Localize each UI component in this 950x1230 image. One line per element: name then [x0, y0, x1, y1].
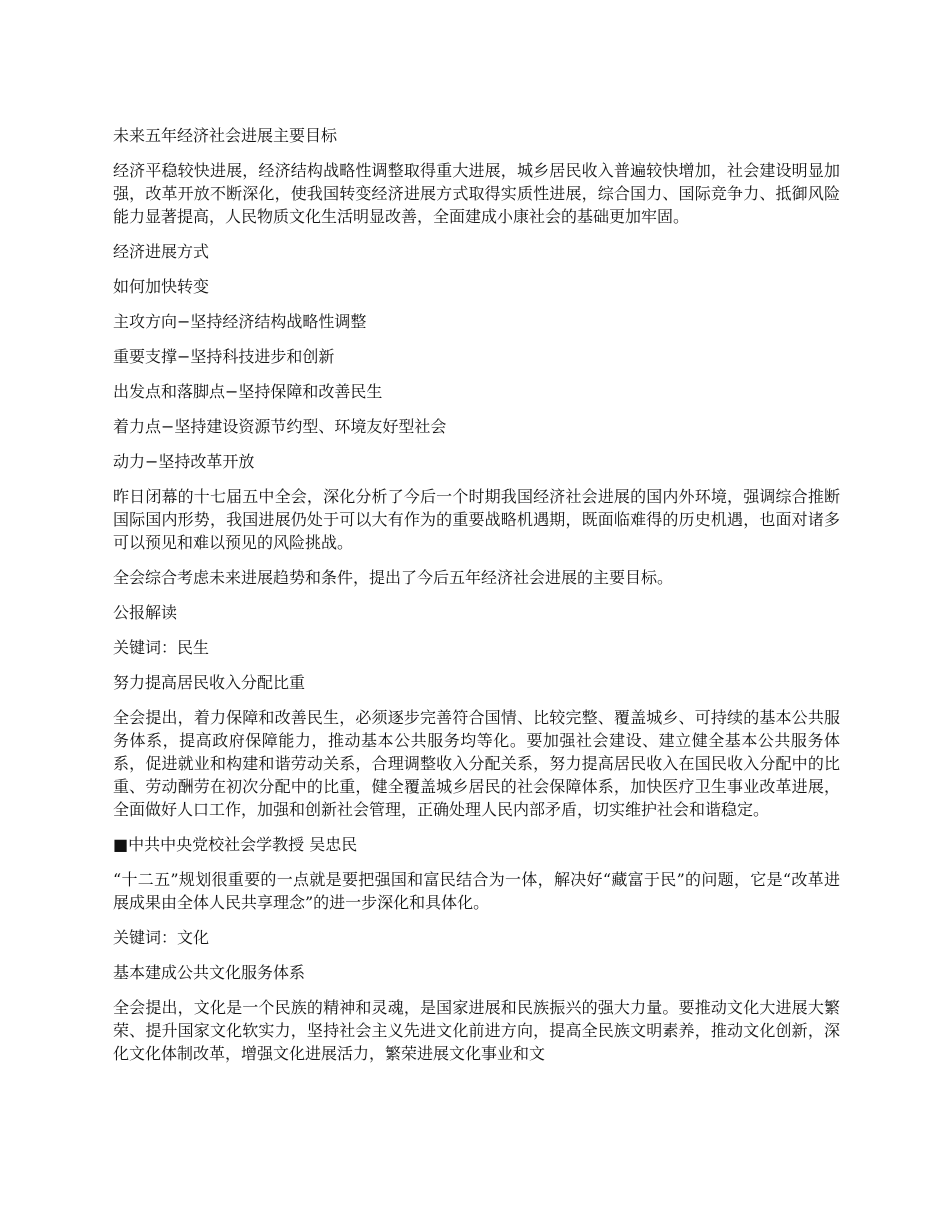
list-item-support: 重要支撑−坚持科技进步和创新 — [113, 347, 335, 366]
keyword-livelihood: 关键词：民生 — [113, 638, 210, 657]
subheading-culture-system: 基本建成公共文化服务体系 — [113, 963, 306, 982]
document-body — [113, 124, 840, 1077]
list-item-starting-point: 出发点和落脚点−坚持保障和改善民生 — [113, 382, 383, 401]
list-item-main-direction: 主攻方向−坚持经济结构战略性调整 — [113, 312, 367, 331]
paragraph-expert-quote: “十二五”规划很重要的一点就是要把强国和富民结合为一体，解决好“藏富于民”的问题，它是“改革进展成果由全体人民共享理念”的进一步深化和具体化。 — [113, 870, 840, 912]
paragraph-livelihood: 全会提出，着力保障和改善民生，必须逐步完善符合国情、比较完整、覆盖城乡、可持续的基本公共服务体系，提高政府保障能力，推动基本公共服务均等化。要加强社会建设、建立健全基本公共服务体系，促进就业和构建和谐劳动关系，合理调整收入分配关系，努力提高居民收入在国民收入分配中的比重、劳动酬劳在初次分配中的比重，健全覆盖城乡居民的社会保障体系，加快医疗卫生事业改革进展，全面做好人口工作，加强和创新社会管理，正确处理人民内部矛盾，切实维护社会和谐稳定。 — [113, 708, 840, 819]
section-heading-economic-mode: 经济进展方式 — [113, 242, 210, 261]
expert-attribution: ■中共中央党校社会学教授 吴忠民 — [113, 835, 358, 854]
subheading-accelerate: 如何加快转变 — [113, 277, 210, 296]
list-item-focus: 着力点−坚持建设资源节约型、环境友好型社会 — [113, 417, 447, 436]
subheading-income: 努力提高居民收入分配比重 — [113, 673, 306, 692]
list-item-driving-force: 动力−坚持改革开放 — [113, 452, 255, 471]
section-heading-goals: 未来五年经济社会进展主要目标 — [113, 126, 338, 145]
section-heading-communique: 公报解读 — [113, 603, 178, 622]
paragraph-plenary-session: 昨日闭幕的十七届五中全会，深化分析了今后一个时期我国经济社会进展的国内外环境，强调综合推断国际国内形势，我国进展仍处于可以大有作为的重要战略机遇期，既面临难得的历史机遇，也面对诸多可以预见和难以预见的风险挑战。 — [113, 487, 840, 552]
paragraph-main-goals: 全会综合考虑未来进展趋势和条件，提出了今后五年经济社会进展的主要目标。 — [113, 568, 674, 587]
paragraph-culture: 全会提出，文化是一个民族的精神和灵魂，是国家进展和民族振兴的强大力量。要推动文化大进展大繁荣、提升国家文化软实力，坚持社会主义先进文化前进方向，提高全民族文明素养，推动文化创新，深化文化体制改革，增强文化进展活力，繁荣进展文化事业和文 — [113, 998, 840, 1063]
keyword-culture: 关键词：文化 — [113, 928, 210, 947]
paragraph-goals: 经济平稳较快进展，经济结构战略性调整取得重大进展，城乡居民收入普遍较快增加，社会建设明显加强，改革开放不断深化，使我国转变经济进展方式取得实质性进展，综合国力、国际竞争力、抵御风险能力显著提高，人民物质文化生活明显改善，全面建成小康社会的基础更加牢固。 — [113, 161, 840, 226]
